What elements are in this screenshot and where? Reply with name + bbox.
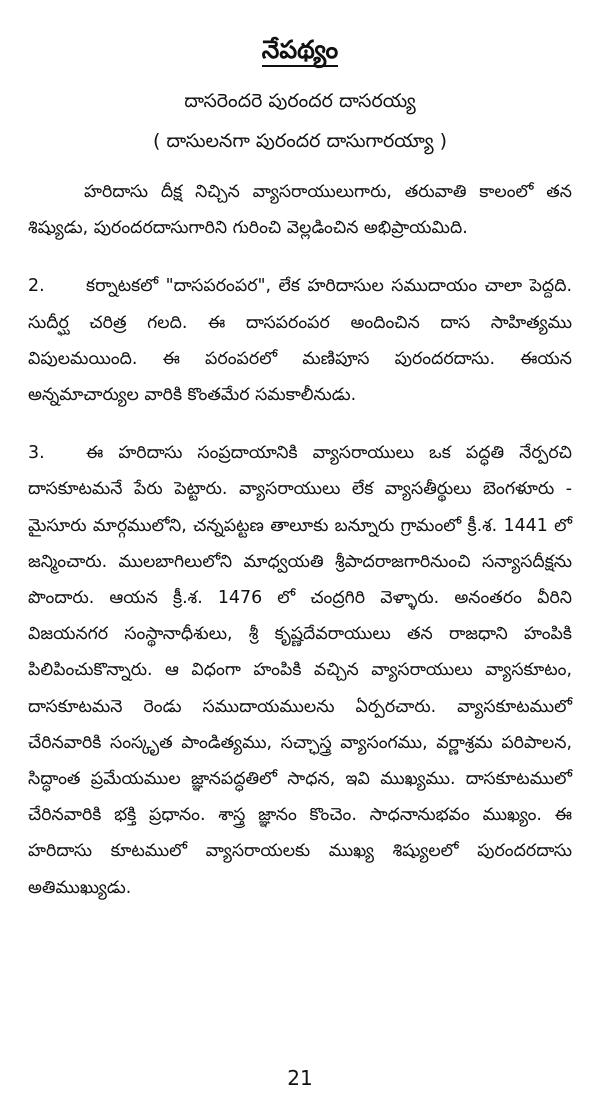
paragraph-1	[28, 174, 572, 246]
paragraph-3	[28, 435, 572, 906]
paragraph-2-text: కర్నాటకలో "దాసపరంపర", లేక హరిదాసుల సముదాయం చాలా పెద్దది. సుదీర్ఘ చరిత్ర గలది. ఈ దాసపరంపర అందించిన దాస సాహిత్యము విపులమయింది. ఈ పరంపరలో మణిపూస పురందరదాసు. ఈయన అన్నమాచార్యుల వారికి కొంతమేర సమకాలీనుడు.	[28, 276, 572, 406]
page-subtitle-parenthetical: ( దాసులనగా పురందర దాసుగారయ్యా )	[152, 130, 447, 152]
body-text	[28, 174, 572, 906]
paragraph-3-text: ఈ హరిదాసు సంప్రదాయానికి వ్యాసరాయులు ఒక పద్ధతి నేర్పరచి దాసకూటమనే పేరు పెట్టారు. వ్యాసరాయులు లేక వ్యాసతీర్థులు బెంగళూరు - మైసూరు మార్గములోని, చన్నపట్టణ తాలూకు బన్నూరు గ్రామంలో క్రీ.శ. 1441 లో జన్మించారు. ములబాగిలులోని మాధ్వయతి శ్రీపాదరాజగారినుంచి సన్యాసదీక్షను పొందారు. ఆయన క్రీ.శ. 1476 లో చంద్రగిరి వెళ్ళారు. అనంతరం వీరిని విజయనగర సంస్థానాధీశులు, శ్రీ కృష్ణదేవరాయులు తన రాజధాని హంపికి పిలిపించుకొన్నారు. ఆ విధంగా హంపికి వచ్చిన వ్యాసరాయులు వ్యాసకూటం, దాసకూటమనె రెండు సముదాయములను ఏర్పరచారు. వ్యాసకూటములో చేరినవారికి సంస్కృత పాండిత్యము, సచ్ఛాస్త్ర వ్యాసంగము, వర్ణాశ్రమ పరిపాలన, సిద్ధాంత ప్రమేయముల జ్ఞానపద్ధతిలో సాధన, ఇవి ముఖ్యము. దాసకూటములో చేరినవారికి భక్తి ప్రధానం. శాస్త్ర జ్ఞానం కొంచెం. సాధనానుభవం ముఖ్యం. ఈ హరిదాసు కూటములో వ్యాసరాయలకు ముఖ్య శిష్యులలో పురందరదాసు అతిముఖ్యుడు.	[28, 443, 572, 898]
paragraph-1-text: హరిదాసు దీక్ష నిచ్చిన వ్యాసరాయులుగారు, తరువాతి కాలంలో తన శిష్యుడు, పురందరదాసుగారిని గురించి వెల్లడించిన అభిప్రాయమిది.	[28, 182, 572, 239]
paragraph-2	[28, 268, 572, 413]
page-subtitle: దాసరెందరె పురందర దాసరయ్య	[184, 90, 416, 112]
paragraph-2-number: 2.	[28, 276, 45, 297]
paragraph-3-number: 3.	[28, 443, 45, 464]
page-title-text: నేపథ్యం	[262, 35, 338, 67]
page-number: 21	[287, 1066, 313, 1090]
page-title	[28, 28, 572, 72]
